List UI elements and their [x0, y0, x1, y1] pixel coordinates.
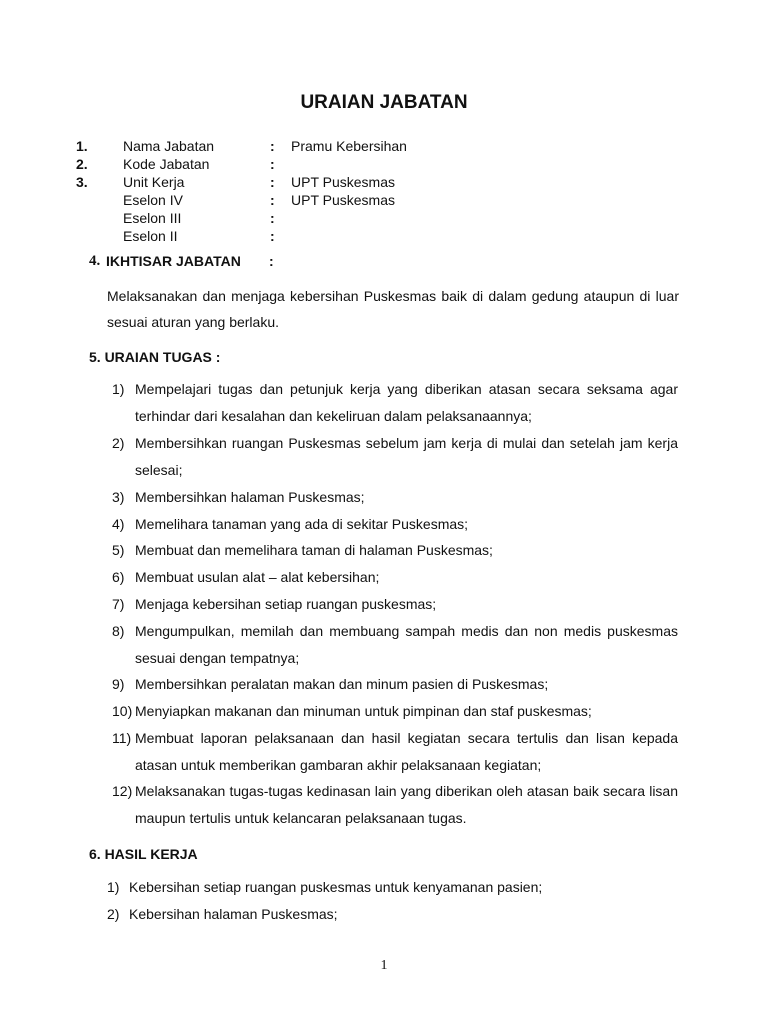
list-item-text: Membersihkan ruangan Puskesmas sebelum jam kerja di mulai dan setelah jam kerja selesai;: [135, 435, 678, 478]
info-label: Kode Jabatan: [123, 156, 210, 172]
list-item-text: Kebersihan setiap ruangan puskesmas untuk kenyamanan pasien;: [129, 879, 543, 895]
info-num: 2.: [76, 156, 88, 172]
list-item-text: Kebersihan halaman Puskesmas;: [129, 906, 338, 922]
list-item: [112, 376, 678, 429]
info-label: Eselon II: [123, 228, 178, 244]
list-item-text: Melaksanakan tugas-tugas kedinasan lain yang diberikan oleh atasan baik secara lisan maupun tertulis untuk kelancaran pelaksanaan tugas.: [135, 783, 678, 826]
list-item-text: Mempelajari tugas dan petunjuk kerja yang diberikan atasan secara seksama agar terhindar dari kesalahan dan kekeliruan dalam pelaksanaannya;: [135, 381, 678, 424]
list-item-number: 7): [112, 596, 125, 612]
list-item-number: 2): [112, 435, 125, 451]
list-item: [107, 874, 667, 901]
info-label: Unit Kerja: [123, 174, 185, 190]
list-item-number: 8): [112, 623, 125, 639]
list-item-text: Memelihara tanaman yang ada di sekitar Puskesmas;: [135, 516, 469, 532]
list-item-text: Mengumpulkan, memilah dan membuang sampah medis dan non medis puskesmas sesuai dengan tempatnya;: [135, 623, 678, 666]
section4-heading: IKHTISAR JABATAN: [106, 253, 241, 269]
list-item-number: 6): [112, 569, 125, 585]
section4-colon: :: [269, 253, 274, 269]
info-value: UPT Puskesmas: [291, 174, 395, 190]
list-item-number: 12): [112, 783, 133, 799]
list-item: [112, 671, 678, 698]
list-item-text: Membersihkan peralatan makan dan minum pasien di Puskesmas;: [135, 676, 549, 692]
list-item-text: Membersihkan halaman Puskesmas;: [135, 489, 365, 505]
list-item-number: 1): [107, 879, 120, 895]
page-number: 1: [380, 958, 388, 973]
list-item: [112, 430, 678, 483]
list-item-text: Membuat usulan alat – alat kebersihan;: [135, 569, 380, 585]
info-colon: :: [270, 156, 275, 172]
section4-number: 4.: [89, 253, 101, 269]
document-title: URAIAN JABATAN: [300, 92, 468, 113]
list-item: [107, 901, 667, 928]
info-colon: :: [270, 138, 275, 154]
list-item-number: 2): [107, 906, 120, 922]
list-item-text: Menjaga kebersihan setiap ruangan puskesmas;: [135, 596, 437, 612]
list-item: [112, 618, 678, 671]
info-colon: :: [270, 228, 275, 244]
list-item: [112, 484, 678, 511]
section4-paragraph: Melaksanakan dan menjaga kebersihan Puskesmas baik di dalam gedung ataupun di luar sesuai aturan yang berlaku.: [107, 288, 679, 330]
info-label: Nama Jabatan: [123, 138, 215, 154]
list-item-text: Membuat laporan pelaksanaan dan hasil kegiatan secara tertulis dan lisan kepada atasan untuk memberikan gambaran akhir pelaksanaan kegiatan;: [135, 730, 678, 773]
list-item-number: 1): [112, 381, 125, 397]
info-value: Pramu Kebersihan: [291, 138, 407, 154]
list-item: [112, 591, 678, 618]
info-value: UPT Puskesmas: [291, 192, 395, 208]
info-colon: :: [270, 174, 275, 190]
list-item-number: 10): [112, 703, 133, 719]
list-item-text: Membuat dan memelihara taman di halaman Puskesmas;: [135, 542, 493, 558]
list-item-number: 5): [112, 542, 125, 558]
list-item-number: 9): [112, 676, 125, 692]
info-colon: :: [270, 192, 275, 208]
list-item: [112, 511, 678, 538]
list-item-number: 11): [112, 730, 132, 746]
list-item-number: 3): [112, 489, 125, 505]
info-num: 1.: [76, 138, 88, 154]
info-label: Eselon III: [123, 210, 182, 226]
section5-heading: 5. URAIAN TUGAS :: [89, 349, 221, 365]
section6-heading: 6. HASIL KERJA: [89, 846, 198, 862]
list-item: [112, 564, 678, 591]
list-item: [112, 698, 678, 725]
info-label: Eselon IV: [123, 192, 183, 208]
list-item: [112, 778, 678, 831]
list-item-text: Menyiapkan makanan dan minuman untuk pimpinan dan staf puskesmas;: [135, 703, 592, 719]
list-item: [112, 725, 678, 778]
list-item-number: 4): [112, 516, 125, 532]
list-item: [112, 537, 678, 564]
info-num: 3.: [76, 174, 88, 190]
info-colon: :: [270, 210, 275, 226]
